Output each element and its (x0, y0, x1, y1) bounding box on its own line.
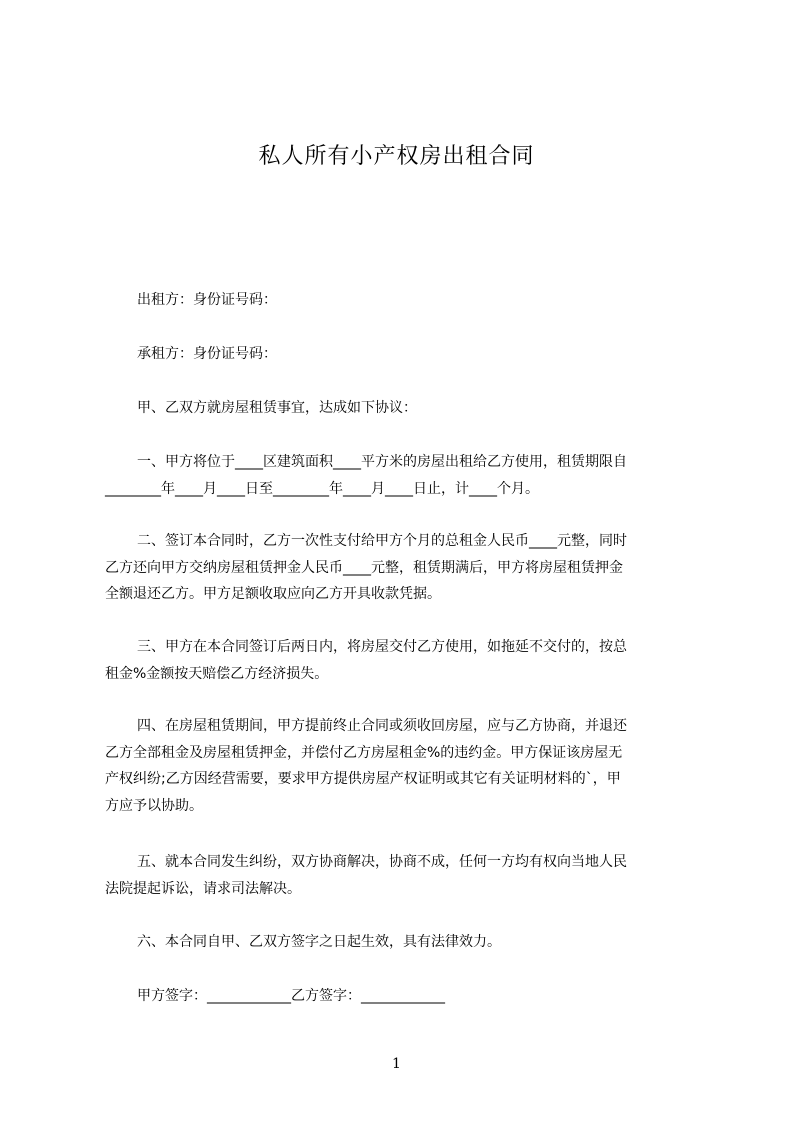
clause-5-line-1: 五、就本合同发生纠纷，双方协商解决，协商不成，任何一方均有权向当地人民 (137, 854, 627, 870)
clause-4-line-2: 乙方全部租金及房屋租赁押金，并偿付乙方房屋租金%的违约金。甲方保证该房屋无 (105, 744, 623, 761)
clause-5 (105, 849, 701, 902)
lessee-line (105, 341, 701, 368)
clause-4-line-4: 方应予以协助。 (105, 797, 203, 814)
clause-1-line-1: 一、甲方将位于____区建筑面积____平方米的房屋出租给乙方使用，租赁期限自 (137, 454, 627, 470)
clause-2-line-1: 二、签订本合同时，乙方一次性支付给甲方个月的总租金人民币____元整，同时 (137, 533, 627, 549)
lessor-text: 出租方：身份证号码： (137, 292, 277, 308)
clause-6-text: 六、本合同自甲、乙双方签字之日起生效，具有法律效力。 (137, 934, 501, 950)
intro-text: 甲、乙双方就房屋租赁事宜，达成如下协议： (137, 400, 417, 416)
clause-6 (105, 929, 701, 956)
clause-2-line-3: 全额退还乙方。甲方足额收取应向乙方开具收款凭据。 (105, 586, 441, 602)
document-title: 私人所有小产权房出租合同 (258, 144, 535, 169)
clause-3-line-2: 租金%金额按天赔偿乙方经济损失。 (105, 665, 329, 682)
lessor-line (105, 287, 701, 314)
clause-3 (105, 634, 701, 687)
clause-4-line-3: 产权纠纷;乙方因经营需要，要求甲方提供房屋产权证明或其它有关证明材料的`，甲 (105, 771, 621, 787)
clause-2-line-2: 乙方还向甲方交纳房屋租赁押金人民币____元整，租赁期满后，甲方将房屋租赁押金 (105, 559, 623, 576)
clause-1 (105, 449, 701, 502)
clause-3-line-1: 三、甲方在本合同签订后两日内，将房屋交付乙方使用，如拖延不交付的，按总 (137, 639, 627, 655)
intro-paragraph (105, 395, 701, 422)
clause-4-line-1: 四、在房屋租赁期间，甲方提前终止合同或须收回房屋，应与乙方协商，并退还 (137, 718, 627, 734)
page-number: 1 (392, 1056, 401, 1072)
signature-text: 甲方签字：____________乙方签字：____________ (137, 988, 445, 1004)
clause-1-line-2: ________年____月____日至________年____月____日止，计____个月。 (105, 480, 539, 497)
clause-4 (105, 713, 701, 819)
signature-line (105, 983, 701, 1010)
clause-2 (105, 528, 701, 608)
lessee-text: 承租方：身份证号码： (137, 346, 277, 362)
clause-5-line-2: 法院提起诉讼，请求司法解决。 (105, 880, 301, 897)
